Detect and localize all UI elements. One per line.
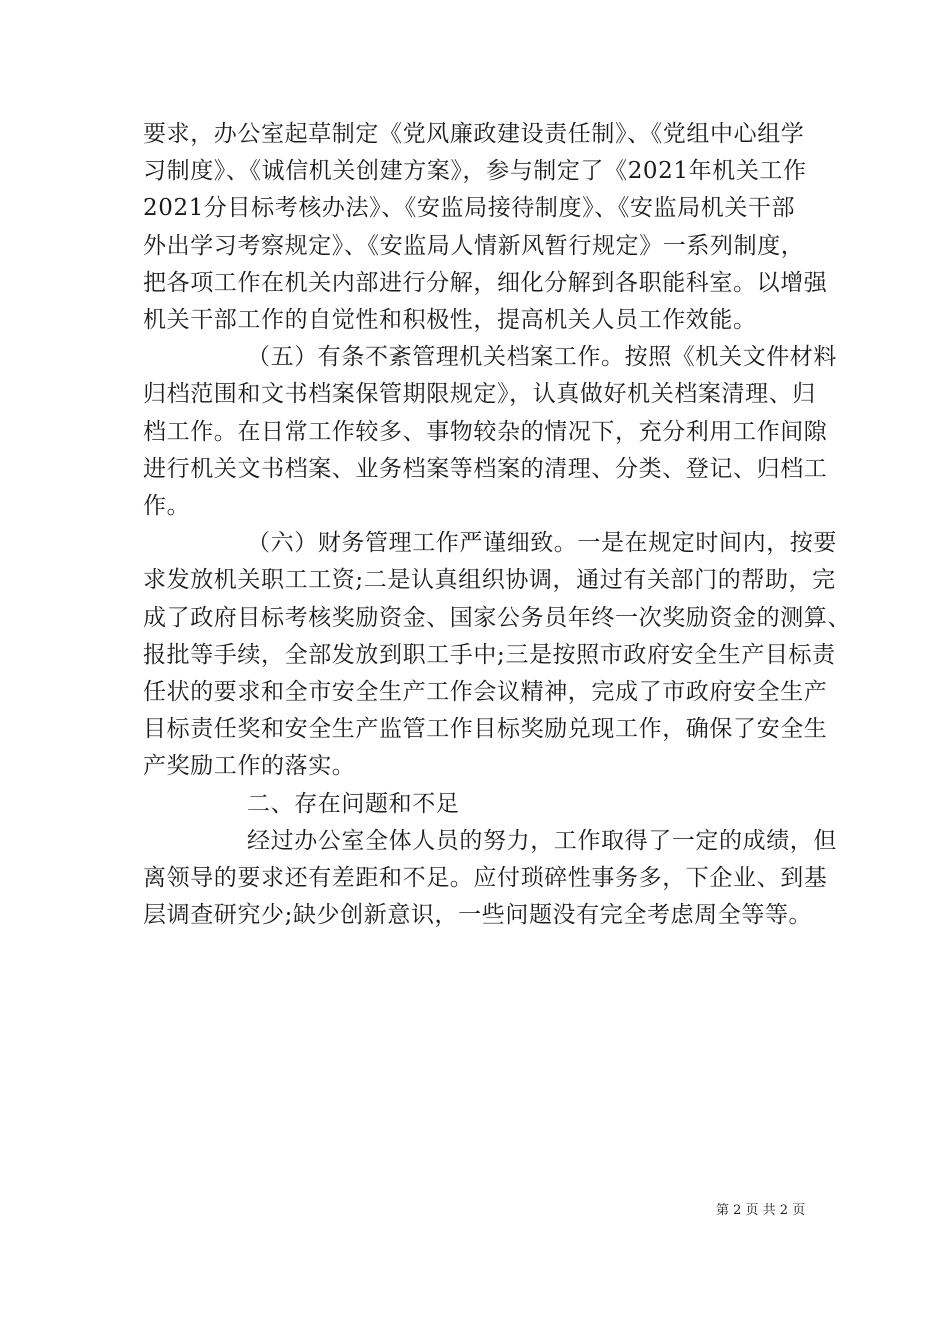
text-line: 把各项工作在机关内部进行分解，细化分解到各职能科室。以增强 [143, 269, 828, 296]
text-line: 作。 [143, 493, 191, 519]
text-line: 目标责任奖和安全生产监管工作目标奖励兑现工作，确保了安全生 [143, 716, 828, 743]
text-line: 归档范围和文书档案保管期限规定》，认真做好机关档案清理、归 [143, 381, 816, 408]
text-line: 求发放机关职工工资;二是认真组织协调，通过有关部门的帮助，完 [143, 567, 836, 594]
text-line: 产奖励工作的落实。 [143, 753, 356, 780]
page-footer: 第 2 页 共 2 页 [716, 1203, 806, 1218]
text-line: 任状的要求和全市安全生产工作会议精神，完成了市政府安全生产 [143, 679, 828, 705]
text-line: 离领导的要求还有差距和不足。应付琐碎性事务多，下企业、到基 [143, 865, 828, 891]
text-line: 成了政府目标考核奖励资金、国家公务员年终一次奖励资金的测算、 [143, 604, 851, 631]
text-line: 要求，办公室起草制定《党风廉政建设责任制》、《党组中心组学 [143, 121, 805, 147]
text-line: 外出学习考察规定》、《安监局人情新风暂行规定》一系列制度， [143, 232, 805, 259]
text-line: 经过办公室全体人员的努力，工作取得了一定的成绩，但 [247, 827, 837, 854]
text-line: 机关干部工作的自觉性和积极性，提高机关人员工作效能。 [143, 307, 757, 333]
text-line: 档工作。在日常工作较多、事物较杂的情况下，充分利用工作间隙 [143, 418, 828, 445]
text-line: 报批等手续，全部发放到职工手中;三是按照市政府安全生产目标责 [143, 641, 836, 668]
text-line: 进行机关文书档案、业务档案等档案的清理、分类、登记、归档工 [143, 455, 828, 482]
text-line: 层调查研究少;缺少创新意识，一些问题没有完全考虑周全等等。 [143, 902, 813, 929]
text-line: 习制度》、《诚信机关创建方案》，参与制定了《2021年机关工作 [143, 158, 807, 185]
text-line: （六）财务管理工作严谨细致。一是在规定时间内，按要 [247, 530, 837, 557]
text-line: （五）有条不紊管理机关档案工作。按照《机关文件材料 [247, 344, 837, 371]
text-line: 二、存在问题和不足 [247, 790, 460, 817]
text-line: 2021分目标考核办法》、《安监局接待制度》、《安监局机关干部 [143, 195, 796, 222]
